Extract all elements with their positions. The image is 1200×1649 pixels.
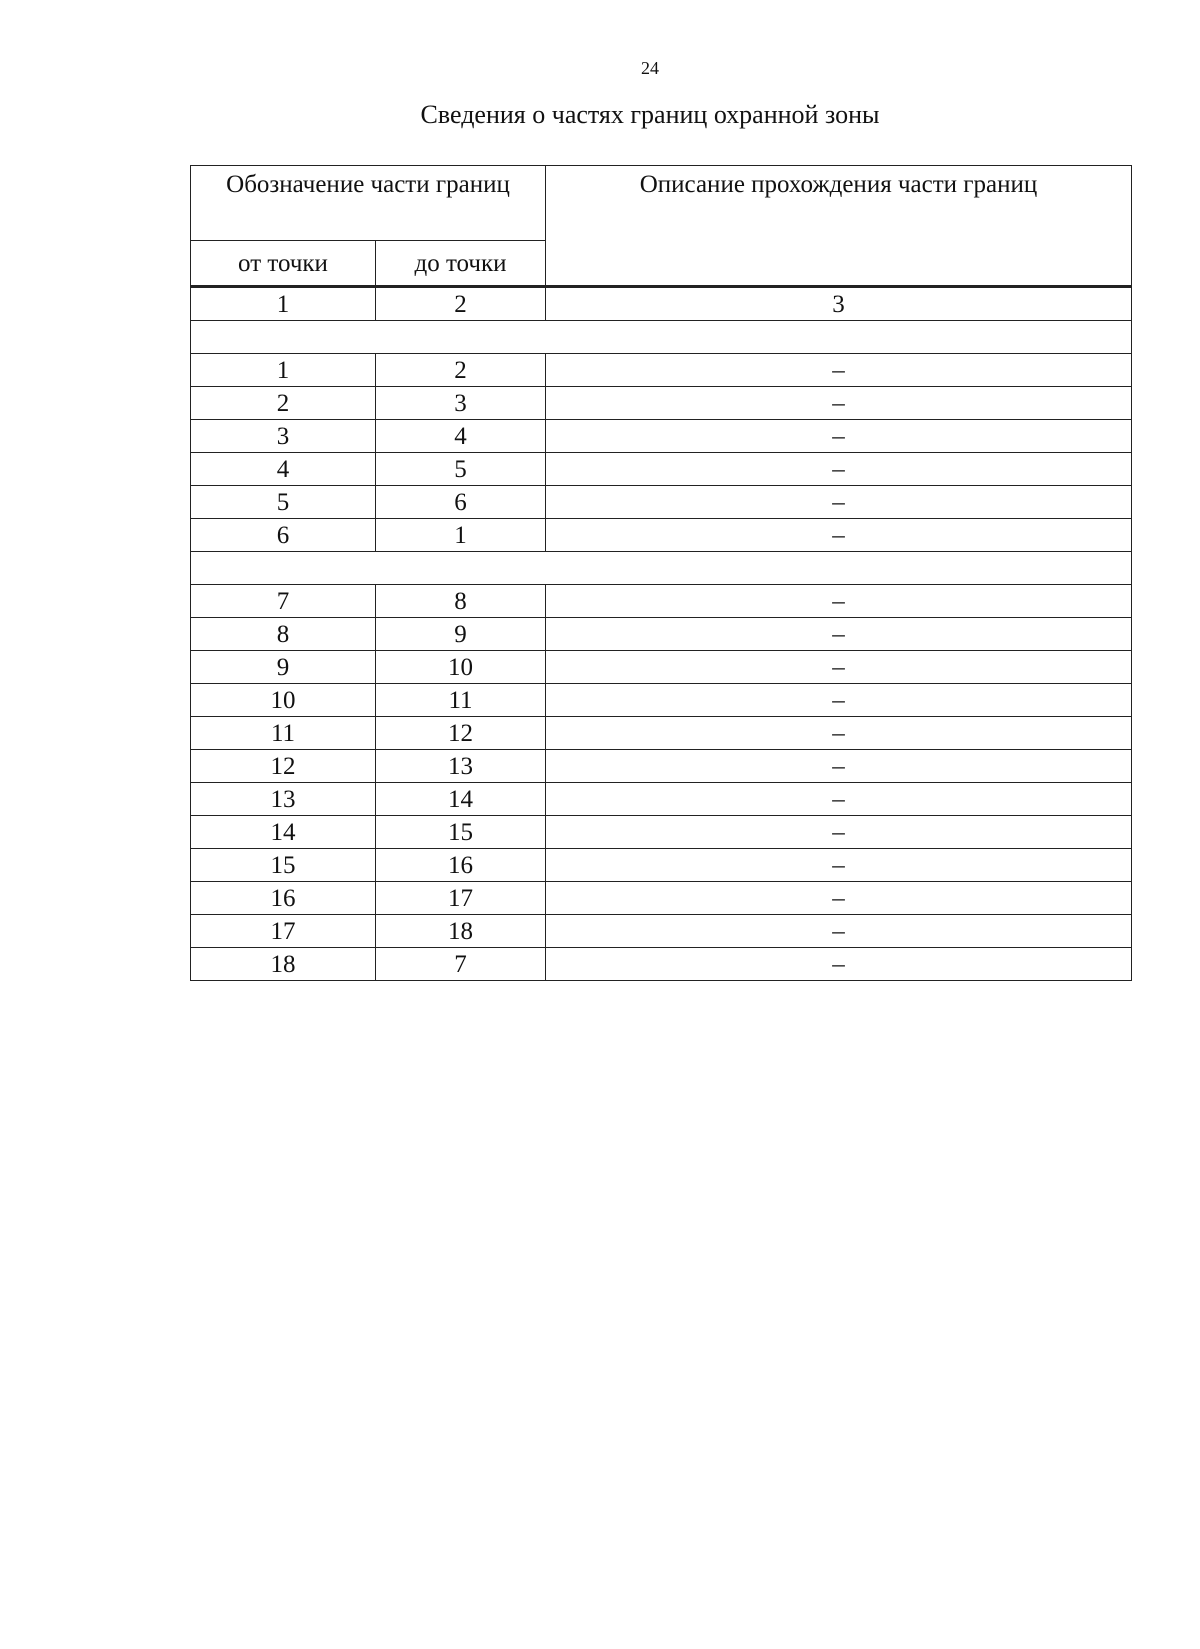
header-row-main <box>191 166 1132 241</box>
table-body <box>191 166 1132 981</box>
description-cell: – <box>546 849 1132 882</box>
to-point-cell: 4 <box>376 420 546 453</box>
table-row <box>191 882 1132 915</box>
from-point-cell: 18 <box>191 948 376 981</box>
to-point-cell: 14 <box>376 783 546 816</box>
from-point-header: от точки <box>191 241 376 287</box>
boundary-description-header: Описание прохождения части границ <box>546 166 1132 287</box>
from-point-cell: 5 <box>191 486 376 519</box>
from-point-cell: 15 <box>191 849 376 882</box>
to-point-cell: 9 <box>376 618 546 651</box>
table-row <box>191 486 1132 519</box>
description-cell: – <box>546 915 1132 948</box>
table-row <box>191 585 1132 618</box>
from-point-cell: 3 <box>191 420 376 453</box>
from-point-cell: 8 <box>191 618 376 651</box>
to-point-cell: 7 <box>376 948 546 981</box>
from-point-cell: 1 <box>191 354 376 387</box>
description-cell: – <box>546 585 1132 618</box>
table-row <box>191 915 1132 948</box>
table-row <box>191 816 1132 849</box>
description-cell: – <box>546 618 1132 651</box>
to-point-cell: 3 <box>376 387 546 420</box>
column-number-3: 3 <box>546 287 1132 321</box>
description-cell: – <box>546 948 1132 981</box>
table-row <box>191 453 1132 486</box>
to-point-cell: 17 <box>376 882 546 915</box>
from-point-cell: 4 <box>191 453 376 486</box>
table-row <box>191 684 1132 717</box>
to-point-cell: 11 <box>376 684 546 717</box>
page-number: 24 <box>641 58 659 78</box>
from-point-cell: 12 <box>191 750 376 783</box>
section-row <box>191 321 1132 354</box>
table-row <box>191 783 1132 816</box>
to-point-cell: 13 <box>376 750 546 783</box>
description-cell: – <box>546 882 1132 915</box>
description-cell: – <box>546 816 1132 849</box>
boundary-parts-table <box>190 165 1132 981</box>
table-row <box>191 651 1132 684</box>
description-cell: – <box>546 750 1132 783</box>
description-cell: – <box>546 420 1132 453</box>
description-cell: – <box>546 354 1132 387</box>
to-point-cell: 5 <box>376 453 546 486</box>
section-label <box>191 321 1132 354</box>
column-numbers-row <box>191 287 1132 321</box>
to-point-cell: 6 <box>376 486 546 519</box>
from-point-cell: 14 <box>191 816 376 849</box>
table-row <box>191 519 1132 552</box>
table-row <box>191 618 1132 651</box>
description-cell: – <box>546 684 1132 717</box>
document-title: Сведения о частях границ охранной зоны <box>420 100 880 129</box>
section-label <box>191 552 1132 585</box>
from-point-cell: 13 <box>191 783 376 816</box>
column-number-2: 2 <box>376 287 546 321</box>
from-point-cell: 2 <box>191 387 376 420</box>
from-point-cell: 11 <box>191 717 376 750</box>
boundary-designation-header: Обозначение части границ <box>191 166 546 241</box>
description-cell: – <box>546 783 1132 816</box>
column-number-1: 1 <box>191 287 376 321</box>
description-cell: – <box>546 651 1132 684</box>
table-row <box>191 420 1132 453</box>
table-row <box>191 849 1132 882</box>
to-point-cell: 16 <box>376 849 546 882</box>
to-point-header: до точки <box>376 241 546 287</box>
from-point-cell: 9 <box>191 651 376 684</box>
description-cell: – <box>546 717 1132 750</box>
table-row <box>191 387 1132 420</box>
table-row <box>191 948 1132 981</box>
section-row <box>191 552 1132 585</box>
table-row <box>191 354 1132 387</box>
from-point-cell: 10 <box>191 684 376 717</box>
from-point-cell: 6 <box>191 519 376 552</box>
from-point-cell: 7 <box>191 585 376 618</box>
to-point-cell: 15 <box>376 816 546 849</box>
to-point-cell: 8 <box>376 585 546 618</box>
to-point-cell: 12 <box>376 717 546 750</box>
to-point-cell: 1 <box>376 519 546 552</box>
description-cell: – <box>546 486 1132 519</box>
table-row <box>191 750 1132 783</box>
description-cell: – <box>546 453 1132 486</box>
to-point-cell: 2 <box>376 354 546 387</box>
from-point-cell: 16 <box>191 882 376 915</box>
to-point-cell: 10 <box>376 651 546 684</box>
table-row <box>191 717 1132 750</box>
from-point-cell: 17 <box>191 915 376 948</box>
description-cell: – <box>546 387 1132 420</box>
to-point-cell: 18 <box>376 915 546 948</box>
description-cell: – <box>546 519 1132 552</box>
